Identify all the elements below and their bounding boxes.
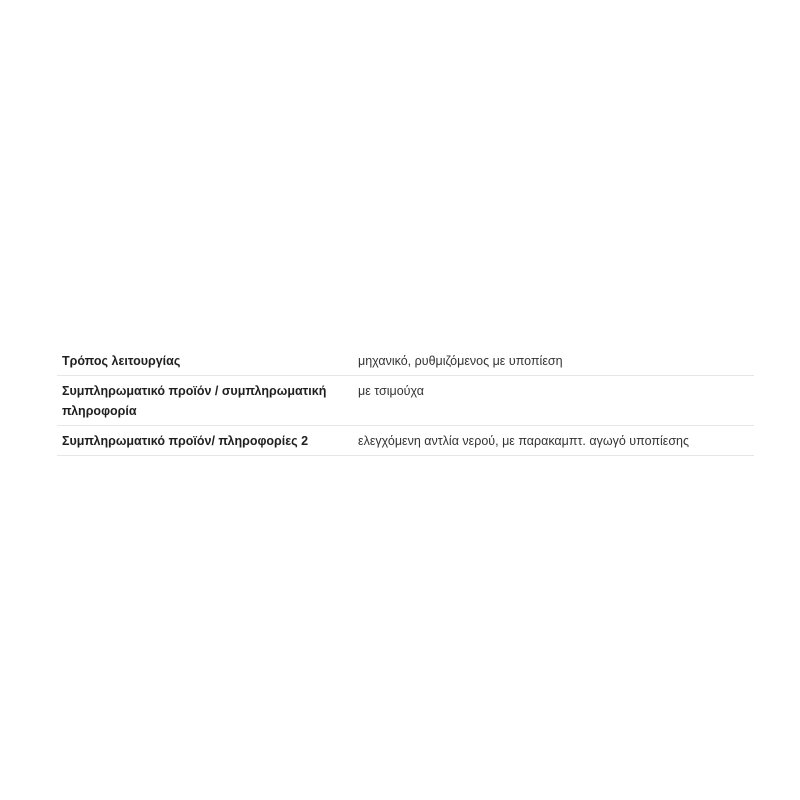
spec-value: μηχανικό, ρυθμιζόμενος με υποπίεση	[353, 346, 754, 376]
spec-value: ελεγχόμενη αντλία νερού, με παρακαμπτ. αγωγό υποπίεσης	[353, 426, 754, 456]
spec-label: Συμπληρωματικό προϊόν / συμπληρωματική πληροφορία	[57, 376, 353, 426]
spec-value: με τσιμούχα	[353, 376, 754, 426]
table-row	[57, 426, 754, 456]
table-row	[57, 346, 754, 376]
specifications-table	[57, 346, 754, 456]
spec-label: Τρόπος λειτουργίας	[57, 346, 353, 376]
table-row	[57, 376, 754, 426]
spec-label: Συμπληρωματικό προϊόν/ πληροφορίες 2	[57, 426, 353, 456]
